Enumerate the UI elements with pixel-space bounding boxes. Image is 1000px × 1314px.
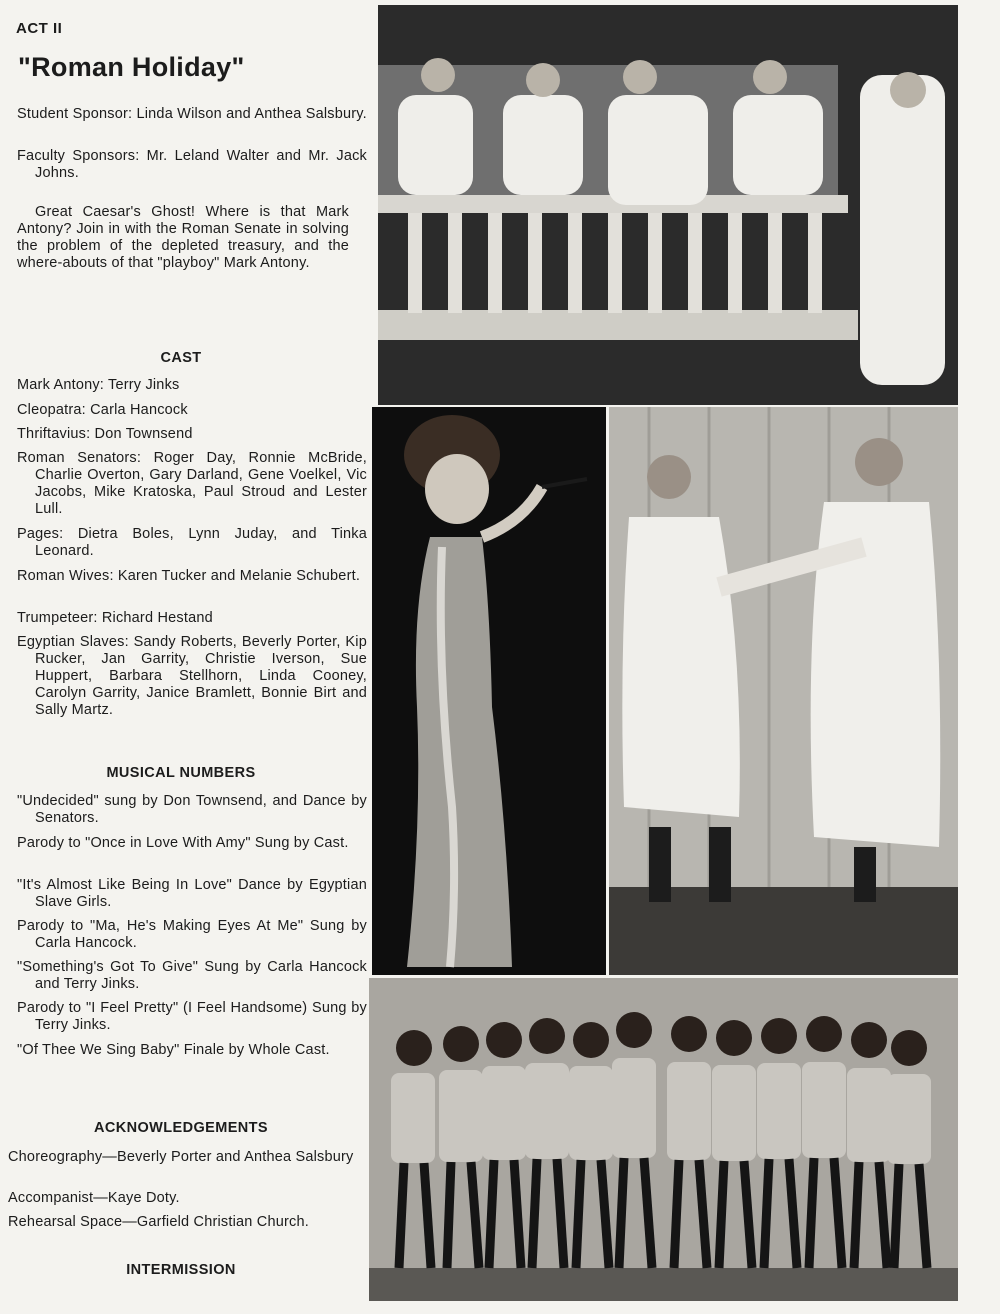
- cast-entry: Egyptian Slaves: Sandy Roberts, Beverly Porter, Kip Rucker, Jan Garrity, Christie Iverson, Sue Huppert, Barbara Stellhorn, Linda Cooney, Carolyn Garrity, Janice Bramlett, Bonnie Birt and Sally Martz.: [17, 634, 367, 718]
- student-sponsor: Student Sponsor: Linda Wilson and Anthea Salsbury.: [17, 106, 367, 122]
- intermission-heading: INTERMISSION: [126, 1262, 236, 1278]
- musical-number: Parody to "I Feel Pretty" (I Feel Handsome) Sung by Terry Jinks.: [17, 1000, 367, 1033]
- cast-entry: Mark Antony: Terry Jinks: [17, 377, 180, 393]
- cast-entry: Thriftavius: Don Townsend: [17, 426, 193, 442]
- senators-photo: [378, 5, 958, 405]
- acknowledgements-heading: ACKNOWLEDGEMENTS: [94, 1120, 268, 1136]
- program-text-column: [0, 0, 367, 1314]
- slave-girls-photo: [369, 978, 958, 1301]
- two-senators-photo: [609, 407, 958, 975]
- musical-number: Parody to "Once in Love With Amy" Sung by Cast.: [17, 835, 349, 851]
- acknowledgement: Rehearsal Space—Garfield Christian Church.: [8, 1214, 309, 1230]
- cast-heading: CAST: [160, 350, 202, 366]
- musical-number: "Something's Got To Give" Sung by Carla Hancock and Terry Jinks.: [17, 959, 367, 992]
- synopsis: Great Caesar's Ghost! Where is that Mark Antony? Join in with the Roman Senate in solving the problem of the depleted treasury, and the where-abouts of that "playboy" Mark Antony.: [17, 204, 349, 271]
- musical-number: "It's Almost Like Being In Love" Dance by Egyptian Slave Girls.: [17, 877, 367, 910]
- cast-entry: Roman Wives: Karen Tucker and Melanie Schubert.: [17, 568, 361, 584]
- faculty-sponsors: Faculty Sponsors: Mr. Leland Walter and Mr. Jack Johns.: [17, 148, 367, 181]
- play-title: "Roman Holiday": [18, 52, 245, 82]
- musical-numbers-heading: MUSICAL NUMBERS: [106, 765, 256, 781]
- acknowledgement: Choreography—Beverly Porter and Anthea Salsbury: [8, 1149, 354, 1165]
- cast-entry: Trumpeteer: Richard Hestand: [17, 610, 213, 626]
- cast-entry: Cleopatra: Carla Hancock: [17, 402, 188, 418]
- act-label: ACT II: [16, 20, 63, 37]
- cast-entry: Roman Senators: Roger Day, Ronnie McBride, Charlie Overton, Gary Darland, Gene Voelkel, Vic Jacobs, Mike Kratoska, Paul Stroud and Lester Lull.: [17, 450, 367, 517]
- musical-number: Parody to "Ma, He's Making Eyes At Me" Sung by Carla Hancock.: [17, 918, 367, 951]
- acknowledgement: Accompanist—Kaye Doty.: [8, 1190, 180, 1206]
- musical-number: "Of Thee We Sing Baby" Finale by Whole Cast.: [17, 1042, 330, 1058]
- musical-number: "Undecided" sung by Don Townsend, and Dance by Senators.: [17, 793, 367, 826]
- cast-entry: Pages: Dietra Boles, Lynn Juday, and Tinka Leonard.: [17, 526, 367, 559]
- cleopatra-photo: [372, 407, 606, 975]
